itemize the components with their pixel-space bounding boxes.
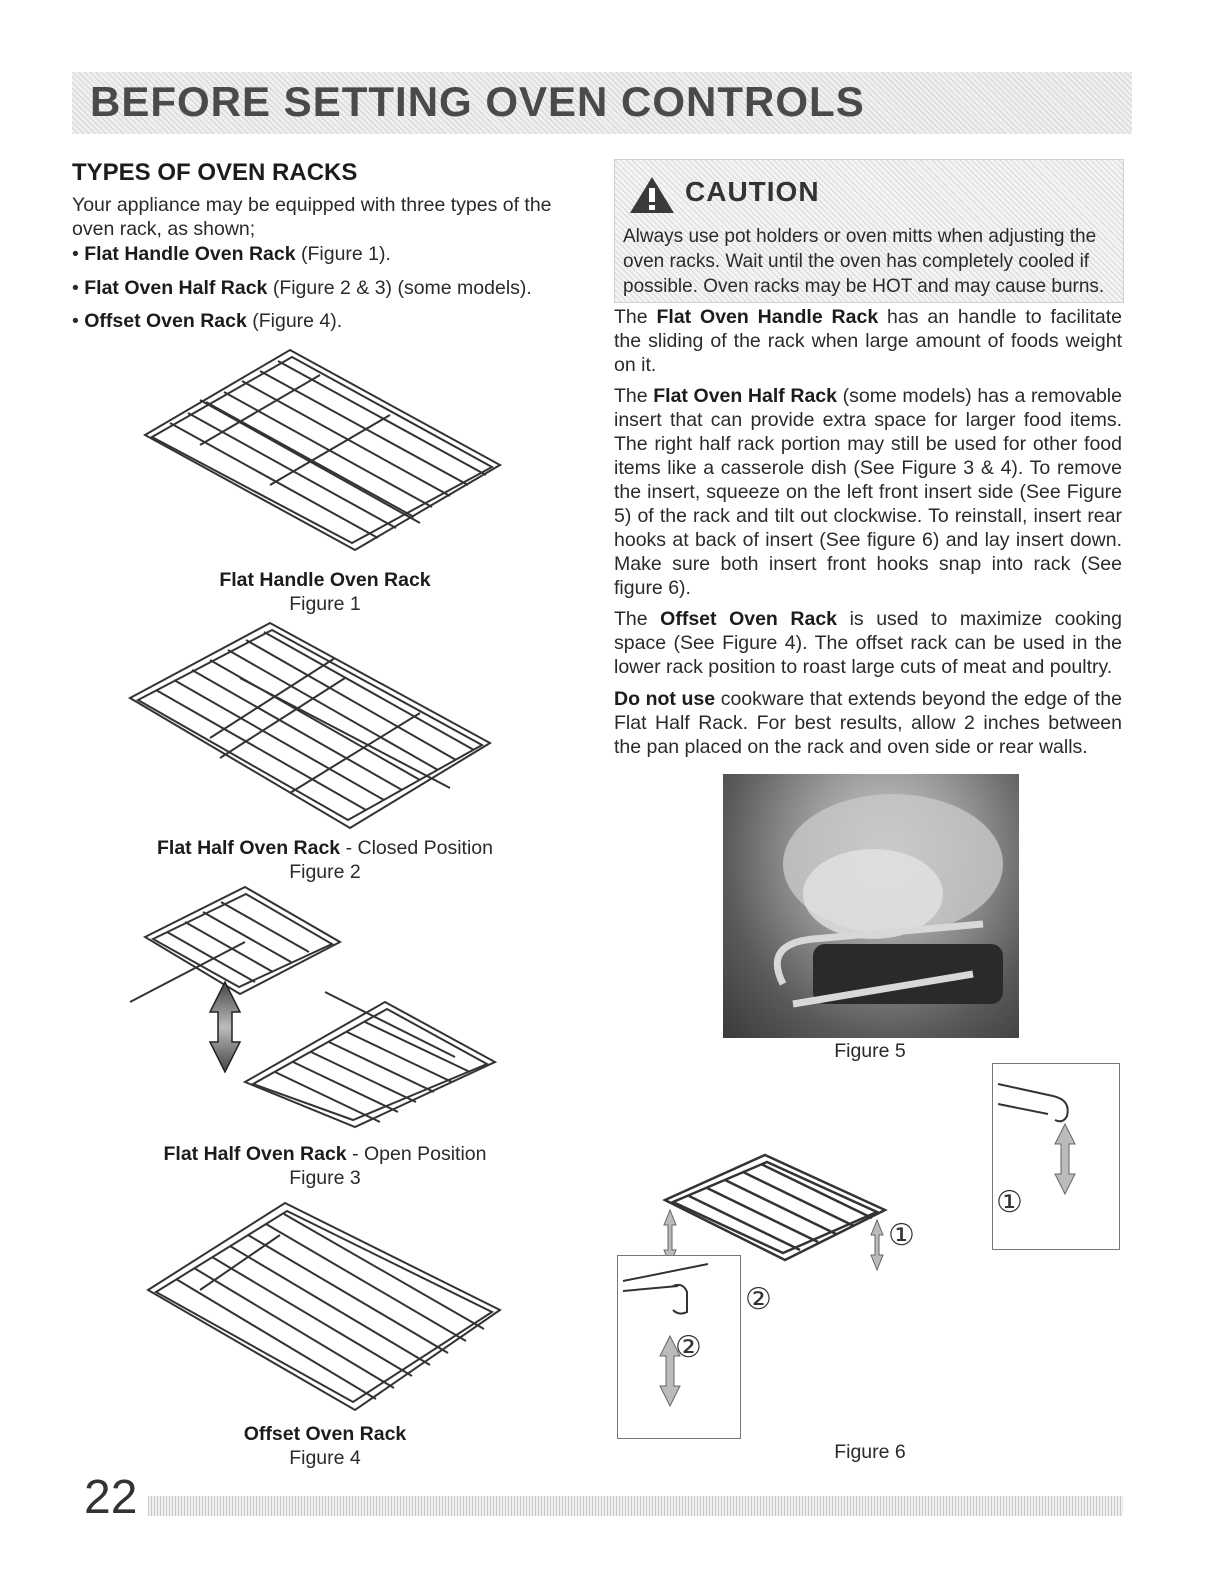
bullet-bold: Flat Oven Half Rack xyxy=(84,277,268,299)
callout-one: ① xyxy=(888,1219,915,1252)
bullet-item xyxy=(72,310,342,333)
caution-header xyxy=(627,174,877,214)
figure-caption xyxy=(140,836,510,884)
paragraph xyxy=(614,607,1122,679)
figure-label: Figure 5 xyxy=(834,1040,906,1062)
figure-title: Flat Half Oven Rack xyxy=(163,1143,347,1165)
bold-term: Do not use xyxy=(614,688,716,710)
bullet-rest: (Figure 1). xyxy=(295,243,391,265)
callout-one: ① xyxy=(996,1186,1023,1219)
photo-content xyxy=(723,774,1019,1038)
figure-label: Figure 4 xyxy=(289,1447,361,1469)
flat-handle-rack-illustration xyxy=(140,345,510,560)
figure-title: Flat Half Oven Rack xyxy=(157,837,341,859)
figure-label: Figure 2 xyxy=(289,861,361,883)
hook-detail-illustration xyxy=(993,1064,1119,1249)
page-title: BEFORE SETTING OVEN CONTROLS xyxy=(90,78,865,125)
figure-title: Flat Handle Oven Rack xyxy=(219,569,431,591)
bullet-rest: (Figure 2 & 3) (some models). xyxy=(267,277,532,299)
page-number: 22 xyxy=(84,1471,138,1524)
text-span: The xyxy=(614,306,657,328)
bullet-rest: (Figure 4). xyxy=(246,310,343,332)
text-span: has an handle to facilitate the sliding of the rack when large amount of foods weight on it. xyxy=(614,306,1123,376)
bullet-bold: Flat Handle Oven Rack xyxy=(84,243,296,265)
figure-label: Figure 3 xyxy=(289,1167,361,1189)
figure-label: Figure 6 xyxy=(834,1441,906,1463)
text-span: The xyxy=(614,385,654,407)
detail-box-upper xyxy=(992,1063,1120,1250)
figure-title-rest: - Closed Position xyxy=(340,837,493,859)
text-span: cookware that extends beyond the edge of the Flat Half Rack. For best results, allow 2 inches between the pan placed on the rack and oven side or rear walls. xyxy=(614,688,1122,758)
bullet-item xyxy=(72,243,391,266)
figure-caption xyxy=(140,1142,510,1190)
paragraph xyxy=(614,384,1122,600)
text-span: The xyxy=(614,608,661,630)
figure-label: Figure 1 xyxy=(289,593,361,615)
header-banner xyxy=(72,72,1132,134)
figure-title: Offset Oven Rack xyxy=(243,1423,407,1445)
callout-two: ② xyxy=(745,1283,772,1316)
figure-caption xyxy=(160,568,490,616)
caution-title: CAUTION xyxy=(685,176,820,207)
figure-caption xyxy=(160,1422,490,1470)
bullet-item xyxy=(72,277,532,300)
rack-insert-photo xyxy=(723,774,1019,1038)
flat-half-rack-closed-illustration xyxy=(120,618,500,838)
bullet-dot: • xyxy=(72,310,79,332)
text-span: is used to maximize cooking space (See Figure 4). The offset rack can be used in the lower rack position to roast large cuts of meat and poultry. xyxy=(614,608,1122,678)
caution-text: Always use pot holders or oven mitts when adjusting the oven racks. Wait until the oven has completely cooled if possible. Oven racks may be HOT and may cause burns. xyxy=(623,226,1105,297)
paragraph xyxy=(614,305,1122,377)
bold-term: Flat Oven Half Rack xyxy=(653,385,837,407)
warning-icon xyxy=(627,174,677,216)
figure-title-rest: - Open Position xyxy=(346,1143,487,1165)
text-span: (some models) has a removable insert that can provide extra space for larger food items. The right half rack portion may still be used for other food items like a casserole dish (See Figure 3 & 4). To remove the insert, squeeze on the left front insert side (See Figure 5) of the rack and tilt out clockwise. To reinstall, insert rear hooks at back of insert (See figure 6) and lay insert down. Make sure both insert front hooks snap into rack (See figure 6). xyxy=(614,385,1122,599)
bold-term: Offset Oven Rack xyxy=(660,608,838,630)
bullet-dot: • xyxy=(72,243,79,265)
paragraph xyxy=(614,687,1122,759)
caution-box xyxy=(614,159,1124,303)
bold-term: Flat Oven Handle Rack xyxy=(656,306,879,328)
bullet-dot: • xyxy=(72,277,79,299)
bullet-bold: Offset Oven Rack xyxy=(84,310,247,332)
footer-bar xyxy=(148,1496,1123,1516)
offset-rack-illustration xyxy=(140,1195,510,1420)
flat-half-rack-open-illustration xyxy=(125,882,505,1132)
callout-two: ② xyxy=(675,1331,702,1364)
intro-text: Your appliance may be equipped with three types of the oven rack, as shown; xyxy=(72,194,552,240)
section-heading: TYPES OF OVEN RACKS xyxy=(72,159,358,186)
